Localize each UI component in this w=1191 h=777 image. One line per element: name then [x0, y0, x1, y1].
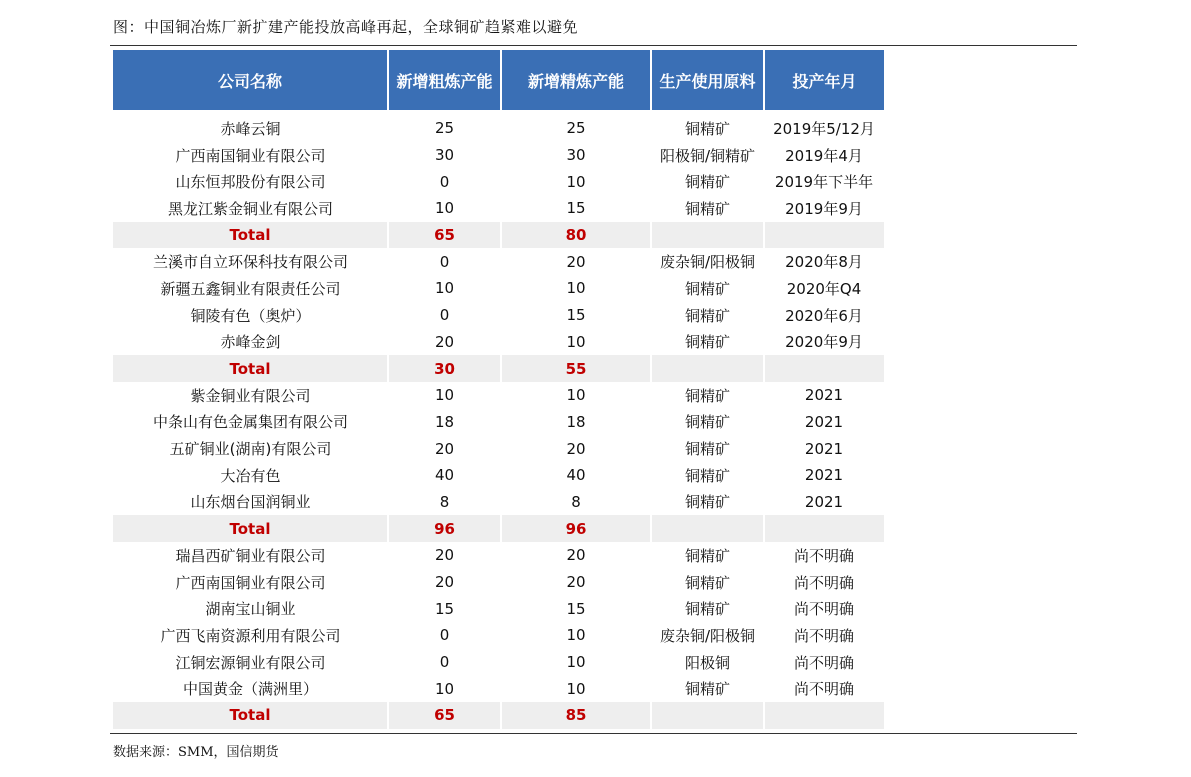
company-cell: 赤峰云铜: [220, 119, 281, 138]
crude-capacity-cell: 10: [434, 386, 455, 405]
start-date-cell: 尚不明确: [793, 680, 854, 699]
crude-capacity-cell: 25: [434, 119, 455, 138]
crude-capacity-cell: 18: [434, 412, 455, 431]
crude-capacity-cell: 10: [434, 279, 455, 298]
start-date-cell: 2021: [804, 386, 844, 405]
company-cell: 五矿铜业(湖南)有限公司: [169, 440, 332, 459]
total-crude-capacity-cell: 65: [388, 222, 501, 249]
total-row: [113, 355, 884, 382]
crude-capacity-cell: 40: [434, 466, 455, 485]
total-start-date-cell: [764, 515, 884, 542]
refined-capacity-cell: 10: [566, 332, 586, 351]
total-label: Total: [113, 222, 388, 249]
crude-capacity-cell: 10: [434, 679, 455, 698]
refined-capacity-cell: 10: [566, 279, 586, 298]
header-start-date: 投产年月: [764, 50, 884, 110]
raw-material-cell: 铜精矿: [684, 279, 730, 298]
company-cell: 瑞昌西矿铜业有限公司: [175, 546, 326, 565]
table-row: [113, 675, 884, 702]
company-cell: 中条山有色金属集团有限公司: [152, 413, 348, 432]
total-row: [113, 702, 884, 729]
company-cell: 中国黄金（满洲里）: [182, 680, 318, 699]
raw-material-cell: 铜精矿: [684, 680, 730, 699]
raw-material-cell: 铜精矿: [684, 306, 730, 325]
company-cell: 赤峰金剑: [220, 333, 281, 352]
refined-capacity-cell: 10: [566, 653, 586, 672]
header-refined-capacity: 新增精炼产能: [501, 50, 651, 110]
total-crude-capacity-cell: 96: [388, 515, 501, 542]
raw-material-cell: 铜精矿: [684, 413, 730, 432]
refined-capacity-cell: 10: [566, 172, 586, 191]
company-cell: 广西南国铜业有限公司: [175, 573, 326, 592]
refined-capacity-cell: 20: [566, 573, 586, 592]
total-start-date-cell: [764, 355, 884, 382]
crude-capacity-cell: 10: [434, 199, 455, 218]
header-company: 公司名称: [113, 50, 388, 110]
table-body: [113, 110, 884, 729]
start-date-cell: 2020年6月: [785, 306, 863, 325]
raw-material-cell: 铜精矿: [684, 199, 730, 218]
company-cell: 大冶有色: [220, 466, 281, 485]
crude-capacity-cell: 20: [434, 573, 455, 592]
company-cell: 江铜宏源铜业有限公司: [175, 653, 326, 672]
table-row: [113, 542, 884, 569]
total-raw-material-cell: [651, 515, 764, 542]
start-date-cell: 尚不明确: [793, 626, 854, 645]
raw-material-cell: 阳极铜/铜精矿: [659, 146, 756, 165]
table-row: [113, 595, 884, 622]
start-date-cell: 2020年Q4: [786, 279, 862, 298]
company-cell: 黑龙江紫金铜业有限公司: [167, 199, 333, 218]
capacity-table: [113, 50, 884, 729]
start-date-cell: 2020年9月: [785, 333, 863, 352]
refined-capacity-cell: 18: [566, 412, 586, 431]
total-row: [113, 515, 884, 542]
raw-material-cell: 铜精矿: [684, 440, 730, 459]
crude-capacity-cell: 20: [434, 332, 455, 351]
refined-capacity-cell: 40: [566, 466, 586, 485]
table-row: [113, 435, 884, 462]
crude-capacity-cell: 15: [434, 599, 455, 618]
total-label: Total: [113, 702, 388, 729]
table-row: [113, 489, 884, 516]
total-crude-capacity-cell: 65: [388, 702, 501, 729]
start-date-cell: 尚不明确: [793, 573, 854, 592]
refined-capacity-cell: 20: [566, 439, 586, 458]
start-date-cell: 2019年4月: [785, 146, 863, 165]
crude-capacity-cell: 0: [439, 626, 450, 645]
company-cell: 广西南国铜业有限公司: [175, 146, 326, 165]
table-header-row: [113, 50, 884, 110]
refined-capacity-cell: 20: [566, 252, 586, 271]
start-date-cell: 2019年9月: [785, 199, 863, 218]
table-row: [113, 462, 884, 489]
company-cell: 新疆五鑫铜业有限责任公司: [160, 279, 341, 298]
header-raw-material: 生产使用原料: [651, 50, 764, 110]
crude-capacity-cell: 8: [439, 492, 450, 511]
start-date-cell: 尚不明确: [793, 653, 854, 672]
total-raw-material-cell: [651, 222, 764, 249]
start-date-cell: 2020年8月: [785, 253, 863, 272]
top-rule: [110, 45, 1077, 46]
crude-capacity-cell: 0: [439, 306, 450, 325]
figure-title: 图：中国铜冶炼厂新扩建产能投放高峰再起，全球铜矿趋紧难以避免: [113, 18, 579, 36]
crude-capacity-cell: 20: [434, 439, 455, 458]
table-row: [113, 168, 884, 195]
start-date-cell: 2021: [804, 412, 844, 431]
raw-material-cell: 铜精矿: [684, 119, 730, 138]
table-row: [113, 329, 884, 356]
table-row: [113, 248, 884, 275]
table-row: [113, 142, 884, 169]
header-crude-capacity: 新增粗炼产能: [388, 50, 501, 110]
total-raw-material-cell: [651, 355, 764, 382]
refined-capacity-cell: 20: [566, 546, 586, 565]
table-row: [113, 569, 884, 596]
company-cell: 铜陵有色（奥炉）: [190, 306, 311, 325]
table-row: [113, 409, 884, 436]
refined-capacity-cell: 10: [566, 679, 586, 698]
refined-capacity-cell: 25: [566, 119, 586, 138]
raw-material-cell: 铜精矿: [684, 466, 730, 485]
start-date-cell: 2019年5/12月: [773, 119, 875, 138]
table-row: [113, 302, 884, 329]
refined-capacity-cell: 15: [566, 306, 586, 325]
refined-capacity-cell: 15: [566, 199, 586, 218]
company-cell: 紫金铜业有限公司: [190, 386, 311, 405]
raw-material-cell: 铜精矿: [684, 493, 730, 512]
refined-capacity-cell: 30: [566, 146, 586, 165]
total-refined-capacity-cell: 85: [501, 702, 651, 729]
raw-material-cell: 废杂铜/阳极铜: [659, 626, 756, 645]
raw-material-cell: 废杂铜/阳极铜: [659, 253, 756, 272]
total-row: [113, 222, 884, 249]
crude-capacity-cell: 20: [434, 546, 455, 565]
total-start-date-cell: [764, 702, 884, 729]
raw-material-cell: 铜精矿: [684, 173, 730, 192]
total-crude-capacity-cell: 30: [388, 355, 501, 382]
table-row: [113, 649, 884, 676]
table-row: [113, 382, 884, 409]
refined-capacity-cell: 8: [571, 492, 581, 511]
total-label: Total: [113, 355, 388, 382]
table-row: [113, 195, 884, 222]
total-label: Total: [113, 515, 388, 542]
raw-material-cell: 铜精矿: [684, 573, 730, 592]
raw-material-cell: 阳极铜: [684, 653, 730, 672]
refined-capacity-cell: 15: [566, 599, 586, 618]
total-refined-capacity-cell: 80: [501, 222, 651, 249]
raw-material-cell: 铜精矿: [684, 386, 730, 405]
source-note: 数据来源：SMM，国信期货: [113, 745, 279, 760]
start-date-cell: 2021: [804, 492, 844, 511]
company-cell: 广西飞南资源利用有限公司: [160, 626, 341, 645]
table-row: [113, 622, 884, 649]
crude-capacity-cell: 0: [439, 172, 450, 191]
total-start-date-cell: [764, 222, 884, 249]
total-refined-capacity-cell: 96: [501, 515, 651, 542]
crude-capacity-cell: 30: [434, 146, 455, 165]
crude-capacity-cell: 0: [439, 653, 450, 672]
start-date-cell: 2021: [804, 439, 844, 458]
crude-capacity-cell: 0: [439, 252, 450, 271]
raw-material-cell: 铜精矿: [684, 546, 730, 565]
refined-capacity-cell: 10: [566, 626, 586, 645]
start-date-cell: 尚不明确: [793, 600, 854, 619]
start-date-cell: 2019年下半年: [774, 173, 874, 192]
company-cell: 兰溪市自立环保科技有限公司: [152, 253, 348, 272]
total-raw-material-cell: [651, 702, 764, 729]
company-cell: 山东恒邦股份有限公司: [175, 173, 326, 192]
table-row: [113, 110, 884, 142]
bottom-rule: [110, 733, 1077, 734]
raw-material-cell: 铜精矿: [684, 333, 730, 352]
total-refined-capacity-cell: 55: [501, 355, 651, 382]
start-date-cell: 2021: [804, 466, 844, 485]
company-cell: 山东烟台国润铜业: [190, 493, 311, 512]
table-row: [113, 275, 884, 302]
refined-capacity-cell: 10: [566, 386, 586, 405]
start-date-cell: 尚不明确: [793, 546, 854, 565]
company-cell: 湖南宝山铜业: [205, 600, 296, 619]
raw-material-cell: 铜精矿: [684, 600, 730, 619]
